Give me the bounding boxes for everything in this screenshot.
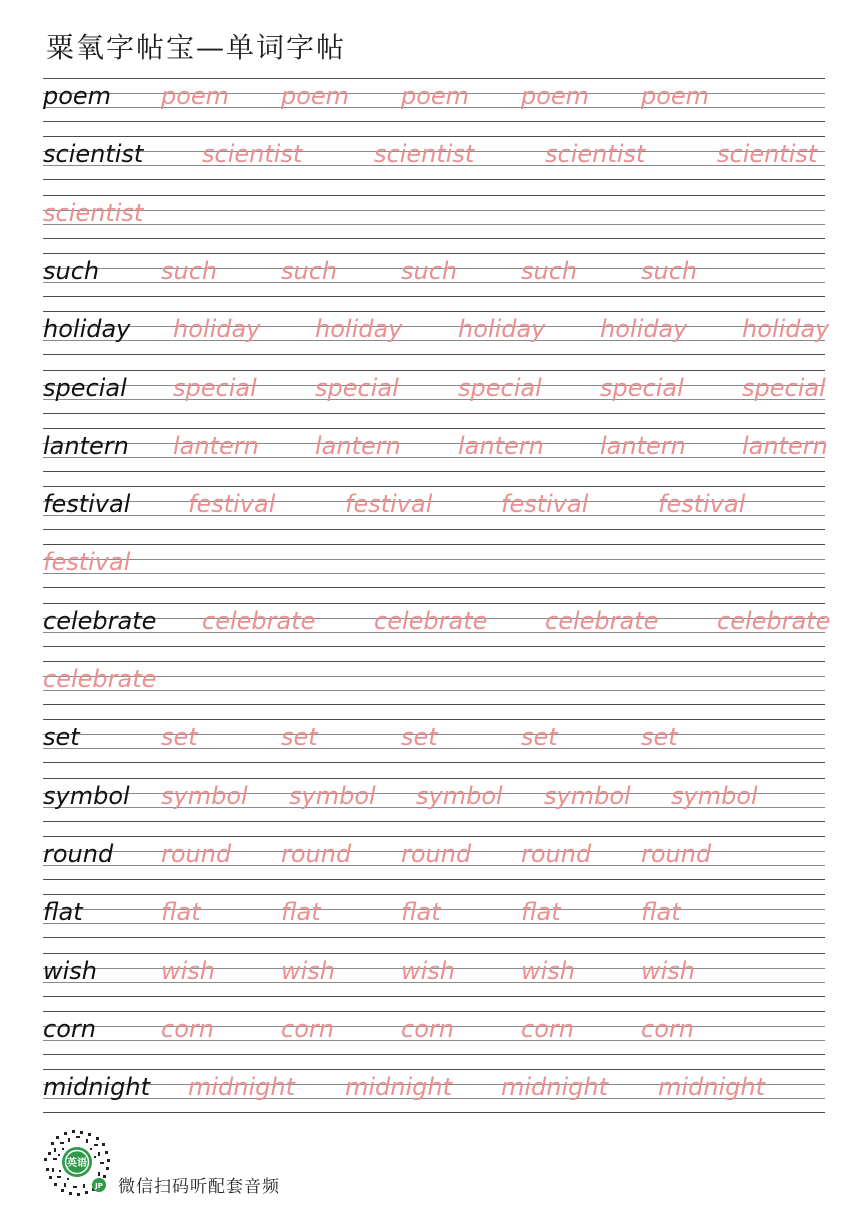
trace-word: symbol [161,782,248,810]
trace-word: round [281,840,352,868]
trace-word: set [161,723,198,751]
practice-row [43,836,825,880]
trace-word: wish [521,957,576,985]
ruling-line [43,996,825,997]
trace-word: midnight [345,1073,453,1101]
trace-word: flat [641,898,681,926]
trace-word: celebrate [43,665,157,693]
ruling-line [43,587,825,588]
ruling-line [43,370,825,371]
trace-word: lantern [600,432,686,460]
trace-word: holiday [315,315,403,343]
trace-word: wish [401,957,456,985]
model-word: scientist [43,140,144,168]
trace-word: such [401,257,458,285]
trace-word: corn [161,1015,214,1043]
ruling-line [43,894,825,895]
ruling-line [43,646,825,647]
trace-word: such [521,257,578,285]
ruling-line [43,121,825,122]
practice-row [43,486,825,530]
ruling-line [43,836,825,837]
practice-row [43,719,825,763]
trace-word: poem [281,82,350,110]
ruling-line [43,1112,825,1113]
ruling-line [43,413,825,414]
trace-word: wish [161,957,216,985]
trace-word: midnight [501,1073,609,1101]
model-word: symbol [43,782,130,810]
practice-row [43,136,825,180]
ruling-line [43,486,825,487]
trace-word: festival [658,490,746,518]
practice-row [43,428,828,472]
trace-word: corn [641,1015,694,1043]
trace-word: scientist [545,140,646,168]
trace-word: symbol [416,782,503,810]
ruling-line [43,179,825,180]
trace-word: special [742,374,826,402]
ruling-line [43,821,825,822]
trace-word: set [281,723,318,751]
model-word: round [43,840,114,868]
trace-word: wish [641,957,696,985]
practice-row [43,311,830,355]
audio-caption: 微信扫码听配套音频 [118,1177,280,1197]
ruling-line [43,296,825,297]
model-word: holiday [43,315,131,343]
trace-word: celebrate [202,607,316,635]
trace-word: lantern [458,432,544,460]
ruling-line [43,544,825,545]
model-word: flat [43,898,83,926]
ruling-line [43,879,825,880]
qr-code-icon [42,1128,112,1198]
practice-row [43,661,825,705]
ruling-line [43,1011,825,1012]
ruling-line [43,311,825,312]
practice-row [43,603,831,647]
qr-corner-mark: JP [95,1182,103,1190]
model-word: celebrate [43,607,157,635]
ruling-line [43,1069,825,1070]
trace-word: poem [161,82,230,110]
model-word: wish [43,957,98,985]
trace-word: midnight [658,1073,766,1101]
trace-word: symbol [289,782,376,810]
ruling-line [43,78,825,79]
ruling-line [43,253,825,254]
trace-word: flat [161,898,201,926]
page-title: 粟氧字帖宝—单词字帖 [46,31,347,64]
trace-word: scientist [374,140,475,168]
qr-code[interactable] [42,1128,112,1198]
trace-word: flat [281,898,321,926]
trace-word: lantern [173,432,259,460]
trace-word: holiday [173,315,261,343]
trace-word: celebrate [374,607,488,635]
ruling-line [43,210,825,211]
trace-word: celebrate [717,607,831,635]
qr-badge-label: 英语 [67,1158,87,1169]
model-word: special [43,374,127,402]
trace-word: special [315,374,399,402]
practice-row [43,78,825,122]
ruling-line [43,428,825,429]
trace-word: flat [521,898,561,926]
ruling-line [43,778,825,779]
trace-word: scientist [202,140,303,168]
ruling-line [43,559,825,560]
trace-word: round [641,840,712,868]
trace-word: festival [345,490,433,518]
trace-word: symbol [671,782,758,810]
practice-row [43,953,825,997]
trace-word: festival [188,490,276,518]
ruling-line [43,195,825,196]
ruling-line [43,661,825,662]
practice-row [43,1011,825,1055]
ruling-line [43,443,825,444]
practice-row [43,370,825,414]
trace-word: such [281,257,338,285]
trace-word: such [161,257,218,285]
trace-word: scientist [43,199,144,227]
trace-word: holiday [600,315,688,343]
trace-word: holiday [742,315,830,343]
practice-row [43,544,825,588]
trace-word: lantern [742,432,828,460]
trace-word: special [458,374,542,402]
trace-word: symbol [544,782,631,810]
ruling-line [43,704,825,705]
trace-word: scientist [717,140,818,168]
ruling-line [43,471,825,472]
model-word: such [43,257,100,285]
ruling-line [43,762,825,763]
trace-word: holiday [458,315,546,343]
trace-word: midnight [188,1073,296,1101]
trace-word: festival [43,548,131,576]
ruling-line [43,603,825,604]
trace-word: round [161,840,232,868]
trace-word: poem [641,82,710,110]
model-word: set [43,723,80,751]
trace-word: festival [501,490,589,518]
ruling-line [43,573,825,574]
model-word: festival [43,490,131,518]
ruling-line [43,224,825,225]
ruling-line [43,136,825,137]
trace-word: set [641,723,678,751]
practice-row [43,253,825,297]
trace-word: wish [281,957,336,985]
ruling-line [43,1054,825,1055]
model-word: corn [43,1015,96,1043]
trace-word: round [521,840,592,868]
ruling-line [43,238,825,239]
ruling-line [43,457,825,458]
ruling-line [43,326,825,327]
trace-word: such [641,257,698,285]
trace-word: flat [401,898,441,926]
trace-word: poem [521,82,590,110]
practice-row [43,778,825,822]
trace-word: corn [281,1015,334,1043]
ruling-line [43,385,825,386]
trace-word: corn [521,1015,574,1043]
model-word: poem [43,82,112,110]
model-word: lantern [43,432,129,460]
trace-word: celebrate [545,607,659,635]
trace-word: set [401,723,438,751]
trace-word: lantern [315,432,401,460]
ruling-line [43,676,825,677]
model-word: midnight [43,1073,151,1101]
ruling-line [43,719,825,720]
ruling-line [43,529,825,530]
practice-row [43,894,825,938]
trace-word: set [521,723,558,751]
ruling-line [43,690,825,691]
ruling-line [43,937,825,938]
trace-word: special [173,374,257,402]
trace-word: corn [401,1015,454,1043]
practice-row [43,1069,825,1113]
ruling-line [43,340,825,341]
trace-word: special [600,374,684,402]
ruling-line [43,953,825,954]
trace-word: poem [401,82,470,110]
ruling-line [43,354,825,355]
ruling-line [43,399,825,400]
trace-word: round [401,840,472,868]
practice-row [43,195,825,239]
